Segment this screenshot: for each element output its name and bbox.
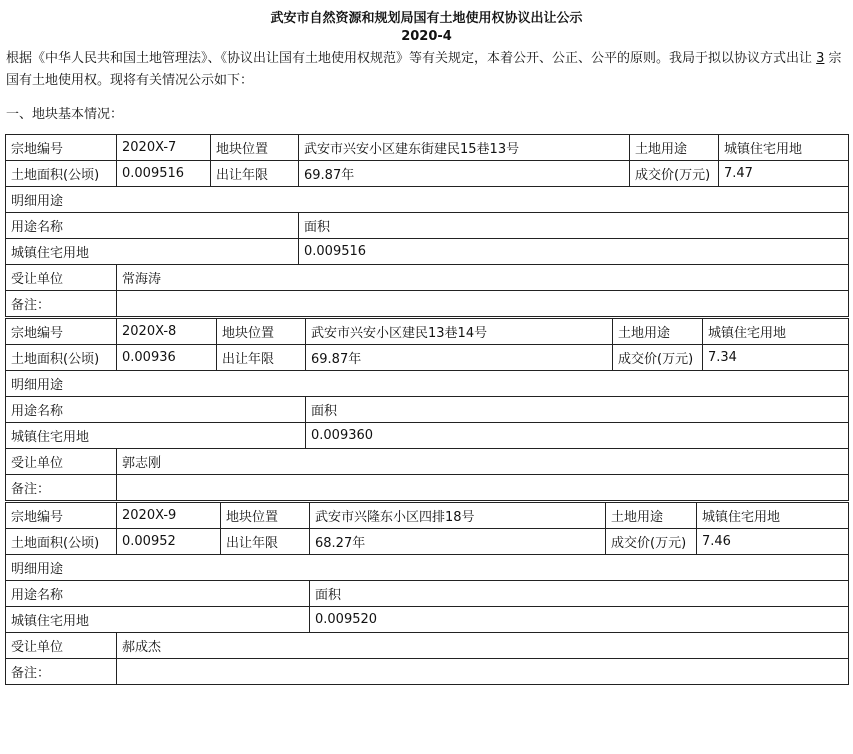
table-row [6, 633, 849, 659]
location-value: 武安市兴安小区建东街建民15巷13号 [299, 135, 630, 161]
detail-use-value: 城镇住宅用地 [6, 607, 310, 633]
parcel-table [5, 134, 849, 317]
table-row [6, 475, 849, 501]
land-use-value: 城镇住宅用地 [719, 135, 849, 161]
remarks-label: 备注： [6, 291, 117, 317]
table-row [6, 213, 849, 239]
intro-text-part1: 根据《中华人民共和国土地管理法》、《协议出让国有土地使用权规范》等有关规定，本着公开、公正、公平的原则。我局于拟以协议方式出让 [6, 51, 817, 66]
table-row [6, 581, 849, 607]
transferee-value: 郭志刚 [117, 449, 849, 475]
use-name-header: 用途名称 [6, 581, 310, 607]
parcel-no-label: 宗地编号 [6, 503, 117, 529]
land-use-value: 城镇住宅用地 [697, 503, 849, 529]
price-value: 7.34 [703, 345, 849, 371]
area-value: 0.00936 [117, 345, 217, 371]
table-row [6, 345, 849, 371]
table-row [6, 265, 849, 291]
table-row [6, 239, 849, 265]
term-value: 69.87年 [306, 345, 613, 371]
term-value: 69.87年 [299, 161, 630, 187]
term-label: 出让年限 [211, 161, 299, 187]
detail-area-value: 0.009360 [306, 423, 849, 449]
location-value: 武安市兴安小区建民13巷14号 [306, 319, 613, 345]
table-row [6, 187, 849, 213]
table-row [6, 161, 849, 187]
detail-use-heading: 明细用途 [6, 371, 849, 397]
document-title: 武安市自然资源和规划局国有土地使用权协议出让公示 [270, 11, 583, 26]
table-row [6, 135, 849, 161]
parcel-table [5, 318, 849, 501]
remarks-label: 备注： [6, 659, 117, 685]
detail-use-heading: 明细用途 [6, 187, 849, 213]
remarks-value [117, 475, 849, 501]
parcel-no-label: 宗地编号 [6, 135, 117, 161]
parcel-no-label: 宗地编号 [6, 319, 117, 345]
location-label: 地块位置 [221, 503, 310, 529]
table-row [6, 555, 849, 581]
table-row [6, 449, 849, 475]
area-header: 面积 [299, 213, 849, 239]
table-row [6, 659, 849, 685]
area-value: 0.009516 [117, 161, 211, 187]
table-row [6, 371, 849, 397]
area-label: 土地面积(公顷) [6, 161, 117, 187]
parcel-no-value: 2020X-7 [117, 135, 211, 161]
land-use-label: 土地用途 [630, 135, 719, 161]
area-value: 0.00952 [117, 529, 221, 555]
detail-use-heading: 明细用途 [6, 555, 849, 581]
remarks-value [117, 659, 849, 685]
remarks-label: 备注： [6, 475, 117, 501]
detail-area-value: 0.009516 [299, 239, 849, 265]
transferee-label: 受让单位 [6, 633, 117, 659]
remarks-value [117, 291, 849, 317]
document-subtitle: 2020-4 [401, 29, 452, 44]
table-row [6, 397, 849, 423]
table-row [6, 423, 849, 449]
land-use-label: 土地用途 [613, 319, 703, 345]
detail-use-value: 城镇住宅用地 [6, 239, 299, 265]
transferee-value: 郝成杰 [117, 633, 849, 659]
table-row [6, 607, 849, 633]
location-label: 地块位置 [217, 319, 306, 345]
land-use-value: 城镇住宅用地 [703, 319, 849, 345]
table-row [6, 291, 849, 317]
price-value: 7.47 [719, 161, 849, 187]
intro-paragraph [0, 48, 853, 92]
term-label: 出让年限 [221, 529, 310, 555]
section-heading: 一、地块基本情况： [6, 107, 124, 122]
area-header: 面积 [306, 397, 849, 423]
transferee-label: 受让单位 [6, 265, 117, 291]
use-name-header: 用途名称 [6, 213, 299, 239]
transferee-label: 受让单位 [6, 449, 117, 475]
parcel-table [5, 502, 849, 685]
location-label: 地块位置 [211, 135, 299, 161]
term-label: 出让年限 [217, 345, 306, 371]
price-label: 成交价(万元) [613, 345, 703, 371]
intro-parcel-count: 3 [816, 51, 825, 66]
table-row [6, 529, 849, 555]
use-name-header: 用途名称 [6, 397, 306, 423]
detail-use-value: 城镇住宅用地 [6, 423, 306, 449]
detail-area-value: 0.009520 [310, 607, 849, 633]
price-label: 成交价(万元) [606, 529, 697, 555]
land-use-label: 土地用途 [606, 503, 697, 529]
location-value: 武安市兴隆东小区四排18号 [310, 503, 606, 529]
price-value: 7.46 [697, 529, 849, 555]
table-row [6, 319, 849, 345]
parcel-no-value: 2020X-9 [117, 503, 221, 529]
area-label: 土地面积(公顷) [6, 345, 117, 371]
term-value: 68.27年 [310, 529, 606, 555]
table-row [6, 503, 849, 529]
transferee-value: 常海涛 [117, 265, 849, 291]
area-header: 面积 [310, 581, 849, 607]
parcel-no-value: 2020X-8 [117, 319, 217, 345]
area-label: 土地面积(公顷) [6, 529, 117, 555]
price-label: 成交价(万元) [630, 161, 719, 187]
intro-text-part2: 宗国有土地使用权。现将有关情况公示如下： [6, 51, 842, 88]
